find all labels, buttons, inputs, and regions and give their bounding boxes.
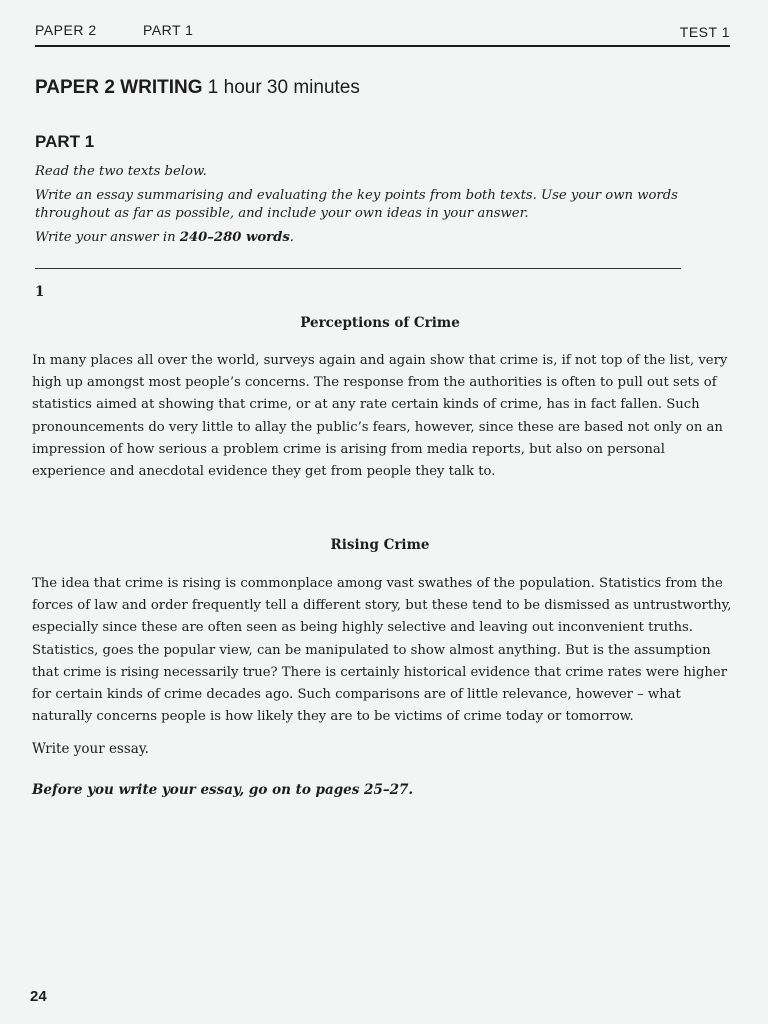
- page-header: [35, 20, 730, 44]
- page-title-duration: 1 hour 30 minutes: [207, 77, 360, 98]
- header-test-label: TEST 1: [679, 24, 730, 40]
- word-count-prefix: Write your answer in: [35, 230, 180, 245]
- header-divider: [35, 45, 730, 47]
- instruction-word-count: [35, 229, 695, 247]
- text2-body: The idea that crime is rising is commonplace among vast swathes of the population. Statistics from the forces of law and order frequently tell a different story, but these tend to be dismissed as untrustworthy, especially since these are often seen as being highly selective and leaving out inconvenient truths. Statistics, goes the popular view, can be manipulated to show almost anything. But is the assumption that crime is rising necessarily true? There is certainly historical evidence that crime rates were higher for certain kinds of crime decades ago. Such comparisons are of little relevance, however – what naturally concerns people is how likely they are to be victims of crime today or tomorrow.: [32, 576, 732, 725]
- header-part-label: PART 1: [143, 22, 194, 38]
- part-heading: PART 1: [35, 132, 95, 151]
- word-count-range: 240–280 words: [179, 230, 290, 245]
- text2-heading: Rising Crime: [330, 537, 430, 553]
- page-number: 24: [30, 988, 47, 1005]
- text1-body: In many places all over the world, surveys again and again show that crime is, if not top of the list, very high up amongst most people’s concerns. The response from the authorities is often to pull out sets of statistics aimed at showing that crime, or at any rate certain kinds of crime, has in fact fallen. Such pronouncements do very little to allay the public’s fears, however, since these are based not only on an impression of how serious a problem crime is arising from media reports, but also on personal experience and anecdotal evidence they get from people they talk to.: [32, 353, 728, 480]
- instruction-write-essay: Write an essay summarising and evaluating the key points from both texts. Use your own words throughout as far as possible, and include your own ideas in your answer.: [35, 188, 678, 221]
- before-you-write-note: Before you write your essay, go on to pages 25–27.: [32, 782, 414, 798]
- instruction-read: Read the two texts below.: [35, 164, 207, 179]
- header-paper-label: PAPER 2: [35, 22, 97, 38]
- text1-heading: Perceptions of Crime: [300, 315, 460, 331]
- section-divider: [35, 268, 681, 269]
- page-title: [35, 77, 360, 99]
- question-number: 1: [35, 284, 45, 300]
- write-essay-instruction: Write your essay.: [32, 741, 149, 757]
- word-count-suffix: .: [289, 230, 294, 245]
- page-title-bold: PAPER 2 WRITING: [35, 77, 203, 98]
